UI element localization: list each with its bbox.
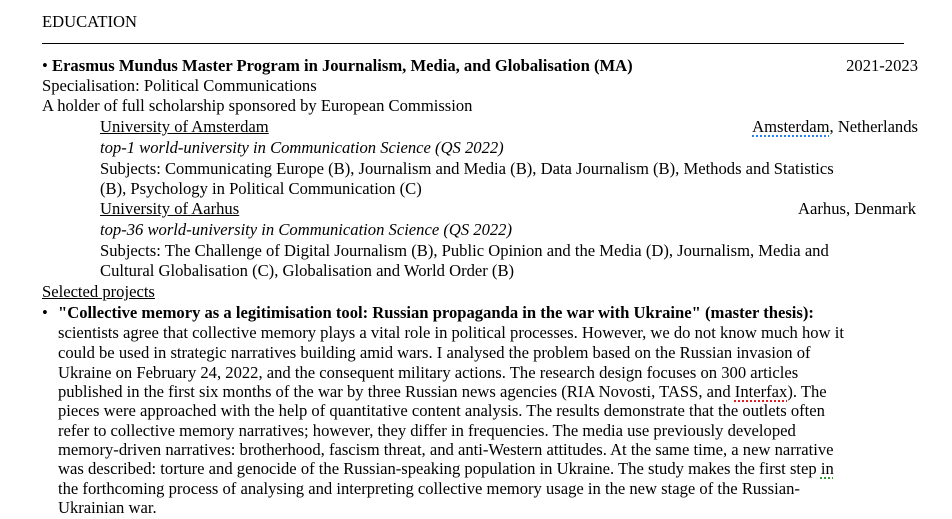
- university-rank-aarhus: top-36 world-university in Communication Science (QS 2022): [100, 220, 513, 239]
- specialisation: Specialisation: Political Communications: [42, 76, 317, 95]
- program-years: 2021-2023: [846, 56, 918, 75]
- thesis-text-line: was described: torture and genocide of the Russian-speaking population in Ukraine. The study makes the first step in: [58, 459, 834, 478]
- program-name: Erasmus Mundus Master Program in Journalism, Media, and Globalisation (MA): [52, 56, 633, 75]
- spellcheck-flag[interactable]: Interfax: [734, 382, 788, 401]
- university-name-amsterdam: University of Amsterdam: [100, 117, 269, 136]
- thesis-text-line: Ukrainian war.: [58, 498, 157, 517]
- program-bullet: •: [42, 56, 48, 75]
- subjects-aarhus-line1: Subjects: The Challenge of Digital Journalism (B), Public Opinion and the Media (D), Journalism, Media and: [100, 241, 829, 260]
- subjects-amsterdam-line1: Subjects: Communicating Europe (B), Journalism and Media (B), Data Journalism (B), Methods and Statistics: [100, 159, 834, 178]
- university-location-amsterdam: Amsterdam, Netherlands: [752, 117, 918, 136]
- university-rank-amsterdam: top-1 world-university in Communication Science (QS 2022): [100, 138, 504, 157]
- thesis-text-line: Ukraine on February 24, 2022, and the consequent military actions. The research design focuses on 300 articles: [58, 363, 799, 382]
- scholarship: A holder of full scholarship sponsored by European Commission: [42, 96, 473, 115]
- thesis-text-line: memory-driven narratives: brotherhood, fascism threat, and anti-Western attitudes. At the same time, a new narrative: [58, 440, 834, 459]
- thesis-text-line: scientists agree that collective memory plays a vital role in political processes. However, we do not know much how it: [58, 323, 844, 342]
- section-divider: [42, 43, 904, 44]
- university-name-aarhus: University of Aarhus: [100, 199, 240, 218]
- subjects-aarhus-line2: Cultural Globalisation (C), Globalisation and World Order (B): [100, 261, 515, 280]
- thesis-text-line: published in the first six months of the war by three Russian news agencies (RIA Novosti, TASS, and Interfax). The: [58, 382, 827, 401]
- spellcheck-flag[interactable]: Amsterdam: [752, 117, 830, 136]
- spellcheck-flag[interactable]: in: [820, 459, 834, 478]
- section-title: EDUCATION: [42, 12, 137, 31]
- university-location-aarhus: Aarhus, Denmark: [798, 199, 916, 218]
- projects-heading: Selected projects: [42, 282, 155, 301]
- thesis-text-line: the forthcoming process of analysing and interpreting collective memory usage in the new stage of the Russian-: [58, 479, 800, 498]
- project-bullet: •: [42, 303, 48, 322]
- thesis-text-line: pieces were approached with the help of quantitative content analysis. The results demonstrate that the outlets often: [58, 401, 825, 420]
- thesis-text-line: refer to collective memory narratives; however, they differ in frequencies. The media use previously developed: [58, 421, 796, 440]
- thesis-title: "Collective memory as a legitimisation tool: Russian propaganda in the war with Ukraine" (master thesis):: [58, 303, 814, 322]
- subjects-amsterdam-line2: (B), Psychology in Political Communication (C): [100, 179, 422, 198]
- thesis-text-line: could be used in strategic narratives building amid wars. I analysed the problem based on the Russian invasion of: [58, 343, 811, 362]
